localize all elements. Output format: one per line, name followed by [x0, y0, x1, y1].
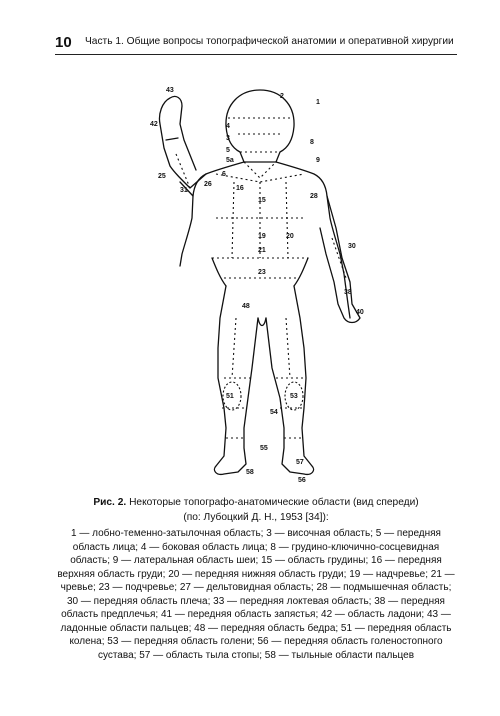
label-30: 30: [348, 243, 356, 250]
label-3: 3: [226, 135, 230, 142]
label-8: 8: [310, 139, 314, 146]
label-16: 16: [236, 185, 244, 192]
label-26: 26: [204, 181, 212, 188]
label-1: 1: [316, 99, 320, 106]
label-58: 58: [246, 469, 254, 476]
label-56: 56: [298, 477, 306, 484]
label-43: 43: [166, 87, 174, 94]
label-15: 15: [258, 197, 266, 204]
figure-title: Некоторые топографо-анатомические области (вид спереди): [129, 497, 419, 508]
label-5a: 5а: [226, 157, 234, 164]
figure-caption-title: [55, 495, 457, 525]
label-23: 23: [258, 269, 266, 276]
label-25: 25: [158, 173, 166, 180]
figure-label: Рис. 2.: [93, 497, 127, 508]
body-drawing: [120, 78, 400, 488]
label-48: 48: [242, 303, 250, 310]
label-6: 6: [222, 171, 226, 178]
label-9: 9: [316, 157, 320, 164]
label-2: 2: [280, 93, 284, 100]
label-21: 21: [258, 247, 266, 254]
label-51: 51: [226, 393, 234, 400]
label-57: 57: [296, 459, 304, 466]
anatomy-figure: [120, 78, 400, 488]
figure-source: (по: Лубоцкий Д. Н., 1953 [34]):: [183, 512, 329, 523]
label-38: 38: [344, 289, 352, 296]
label-31: 31: [180, 187, 188, 194]
figure-caption-body: 1 — лобно-теменно-затылочная область; 3 — височная область; 5 — передняя область лица; 4 — боковая область лица; 8 — грудино-ключично-сосцевидная область; 9 — латеральная область шеи; 15 — область грудины; 16 — передняя верхняя область груди; 20 — передняя нижняя область груди; 19 — надчревье; 21 — чревье; 23 — подчревье; 27 — дельтовидная область; 28 — подмышечная область; 30 — передняя область плеча; 33 — передняя локтевая область; 38 — передняя область предплечья; 41 — передняя область запястья; 42 — область ладони; 43 — ладонные области пальцев; 48 — передняя область бедра; 51 — передняя область колена; 53 — передняя область голени; 56 — передняя область голеностопного сустава; 57 — область тыла стопы; 58 — тыльные области пальцев: [57, 528, 455, 661]
label-19: 19: [258, 233, 266, 240]
label-54: 54: [270, 409, 278, 416]
label-55: 55: [260, 445, 268, 452]
label-53: 53: [290, 393, 298, 400]
running-title: Часть 1. Общие вопросы топографической анатомии и оперативной хирургии: [85, 36, 454, 47]
label-28: 28: [310, 193, 318, 200]
page-header: [55, 34, 457, 52]
page-number: 10: [55, 34, 72, 51]
label-20: 20: [286, 233, 294, 240]
header-rule: [55, 54, 457, 55]
label-4: 4: [226, 123, 230, 130]
label-40: 40: [356, 309, 364, 316]
label-5: 5: [226, 147, 230, 154]
label-42: 42: [150, 121, 158, 128]
